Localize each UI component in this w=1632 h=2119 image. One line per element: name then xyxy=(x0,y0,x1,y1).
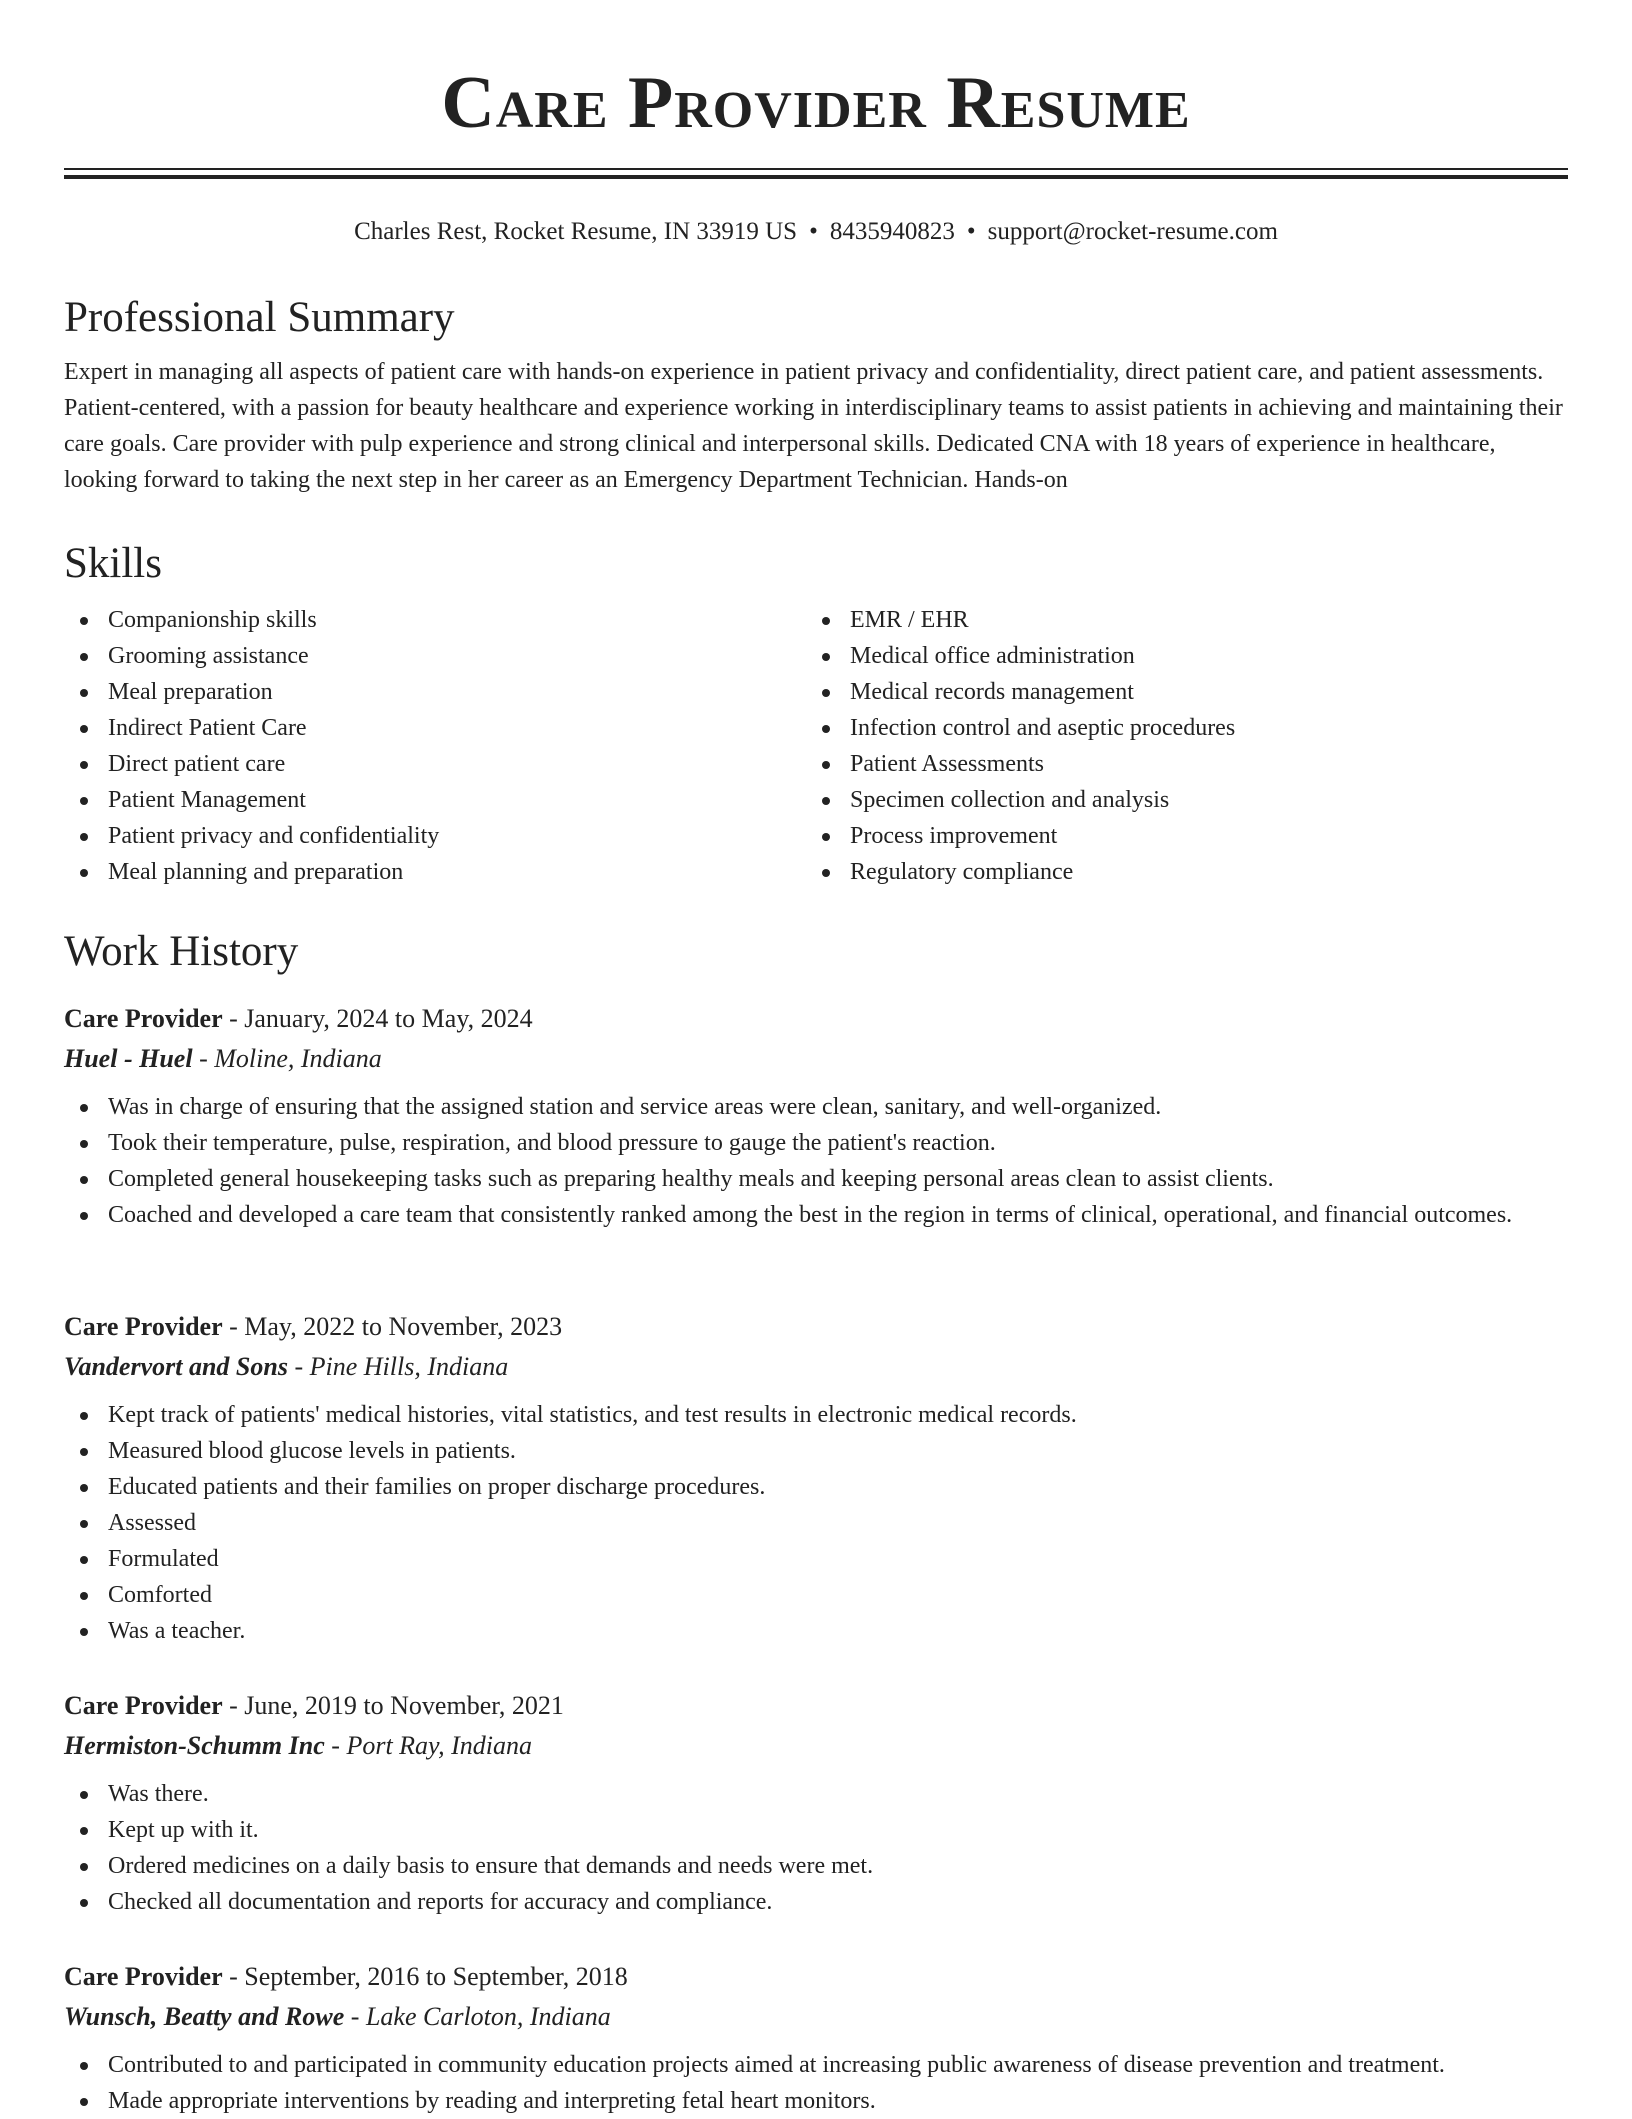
job-duties xyxy=(64,1397,1568,1649)
job-role: Care Provider xyxy=(64,1691,223,1720)
skill-item: Patient privacy and confidentiality xyxy=(64,818,806,854)
duty-item: Kept track of patients' medical histories, vital statistics, and test results in electronic medical records. xyxy=(64,1397,1568,1433)
job-company-line xyxy=(64,1997,1568,2037)
job-company: Huel - Huel xyxy=(64,1044,193,1073)
skill-item: Medical office administration xyxy=(806,638,1548,674)
job-duties xyxy=(64,1089,1568,1233)
duty-item: Assessed xyxy=(64,1505,1568,1541)
duty-item: Coached and developed a care team that consistently ranked among the best in the region in terms of clinical, operational, and financial outcomes. xyxy=(64,1197,1568,1233)
skill-item: Direct patient care xyxy=(64,746,806,782)
duty-item: Comforted xyxy=(64,1577,1568,1613)
duty-item: Made appropriate interventions by reading and interpreting fetal heart monitors. xyxy=(64,2083,1568,2119)
contact-phone: 8435940823 xyxy=(829,218,955,245)
job-title-line xyxy=(64,1307,1568,1347)
skill-item: Regulatory compliance xyxy=(806,854,1548,890)
skill-item: Grooming assistance xyxy=(64,638,806,674)
job-company: Vandervort and Sons xyxy=(64,1352,288,1381)
contact-line xyxy=(64,214,1568,250)
skill-item: Meal planning and preparation xyxy=(64,854,806,890)
job-entry xyxy=(64,999,1568,1233)
duty-item: Was there. xyxy=(64,1776,1568,1812)
duty-item: Completed general housekeeping tasks such as preparing healthy meals and keeping personal areas clean to assist clients. xyxy=(64,1161,1568,1197)
skill-item: Specimen collection and analysis xyxy=(806,782,1548,818)
job-location: - Pine Hills, Indiana xyxy=(287,1352,509,1381)
skills-heading: Skills xyxy=(64,540,162,587)
job-entry xyxy=(64,1957,1568,2119)
job-dates: - June, 2019 to November, 2021 xyxy=(222,1691,564,1720)
job-entry xyxy=(64,1307,1568,1649)
contact-email: support@rocket-resume.com xyxy=(987,218,1278,245)
job-title-line xyxy=(64,1957,1568,1997)
title-rule-thick xyxy=(64,175,1568,179)
job-role: Care Provider xyxy=(64,1962,223,1991)
skills-list-right xyxy=(806,602,1548,890)
skills-list-left xyxy=(64,602,806,890)
duty-item: Took their temperature, pulse, respiration, and blood pressure to gauge the patient's reaction. xyxy=(64,1125,1568,1161)
job-dates: - September, 2016 to September, 2018 xyxy=(222,1962,628,1991)
skill-item: Indirect Patient Care xyxy=(64,710,806,746)
duty-item: Contributed to and participated in community education projects aimed at increasing public awareness of disease prevention and treatment. xyxy=(64,2047,1568,2083)
contact-separator: • xyxy=(809,218,818,245)
skill-item: Process improvement xyxy=(806,818,1548,854)
job-title-line xyxy=(64,1686,1568,1726)
skills-section xyxy=(64,536,1568,890)
job-company-line xyxy=(64,1726,1568,1766)
work-history-heading-wrap xyxy=(64,924,1568,980)
skill-item: Medical records management xyxy=(806,674,1548,710)
job-dates: - May, 2022 to November, 2023 xyxy=(222,1312,563,1341)
job-company: Hermiston-Schumm Inc xyxy=(64,1731,325,1760)
job-entry xyxy=(64,1686,1568,1920)
summary-heading: Professional Summary xyxy=(64,294,455,341)
skill-item: Infection control and aseptic procedures xyxy=(806,710,1548,746)
skill-item: Patient Assessments xyxy=(806,746,1548,782)
skill-item: Companionship skills xyxy=(64,602,806,638)
contact-address: Charles Rest, Rocket Resume, IN 33919 US xyxy=(354,218,798,245)
job-duties xyxy=(64,2047,1568,2119)
job-location: - Lake Carloton, Indiana xyxy=(344,2002,611,2031)
duty-item: Ordered medicines on a daily basis to ensure that demands and needs were met. xyxy=(64,1848,1568,1884)
job-dates: - January, 2024 to May, 2024 xyxy=(222,1004,533,1033)
work-history-heading: Work History xyxy=(64,928,299,975)
job-role: Care Provider xyxy=(64,1004,223,1033)
duty-item: Kept up with it. xyxy=(64,1812,1568,1848)
duty-item: Was in charge of ensuring that the assigned station and service areas were clean, sanitary, and well-organized. xyxy=(64,1089,1568,1125)
job-role: Care Provider xyxy=(64,1312,223,1341)
skill-item: Meal preparation xyxy=(64,674,806,710)
skill-item: EMR / EHR xyxy=(806,602,1548,638)
summary-section xyxy=(64,290,1568,498)
job-duties xyxy=(64,1776,1568,1920)
job-location: - Moline, Indiana xyxy=(192,1044,382,1073)
duty-item: Checked all documentation and reports for accuracy and compliance. xyxy=(64,1884,1568,1920)
skill-item: Patient Management xyxy=(64,782,806,818)
job-company: Wunsch, Beatty and Rowe xyxy=(64,2002,345,2031)
job-title-line xyxy=(64,999,1568,1039)
title-rule-thin xyxy=(64,168,1568,170)
duty-item: Measured blood glucose levels in patients. xyxy=(64,1433,1568,1469)
page-title: Care Provider Resume xyxy=(441,62,1191,144)
duty-item: Was a teacher. xyxy=(64,1613,1568,1649)
contact-separator: • xyxy=(966,218,976,245)
duty-item: Formulated xyxy=(64,1541,1568,1577)
job-location: - Port Ray, Indiana xyxy=(324,1731,533,1760)
duty-item: Educated patients and their families on proper discharge procedures. xyxy=(64,1469,1568,1505)
job-company-line xyxy=(64,1039,1568,1079)
job-company-line xyxy=(64,1347,1568,1387)
summary-text: Expert in managing all aspects of patient care with hands-on experience in patient privacy and confidentiality, direct patient care, and patient assessments. Patient-centered, with a passion for beauty healthcare and experience working in interdisciplinary teams to assist patients in achieving and maintaining their care goals. Care provider with pulp experience and strong clinical and interpersonal skills. Dedicated CNA with 18 years of experience in healthcare, looking forward to taking the next step in her career as an Emergency Department Technician. Hands-on xyxy=(64,359,1563,493)
